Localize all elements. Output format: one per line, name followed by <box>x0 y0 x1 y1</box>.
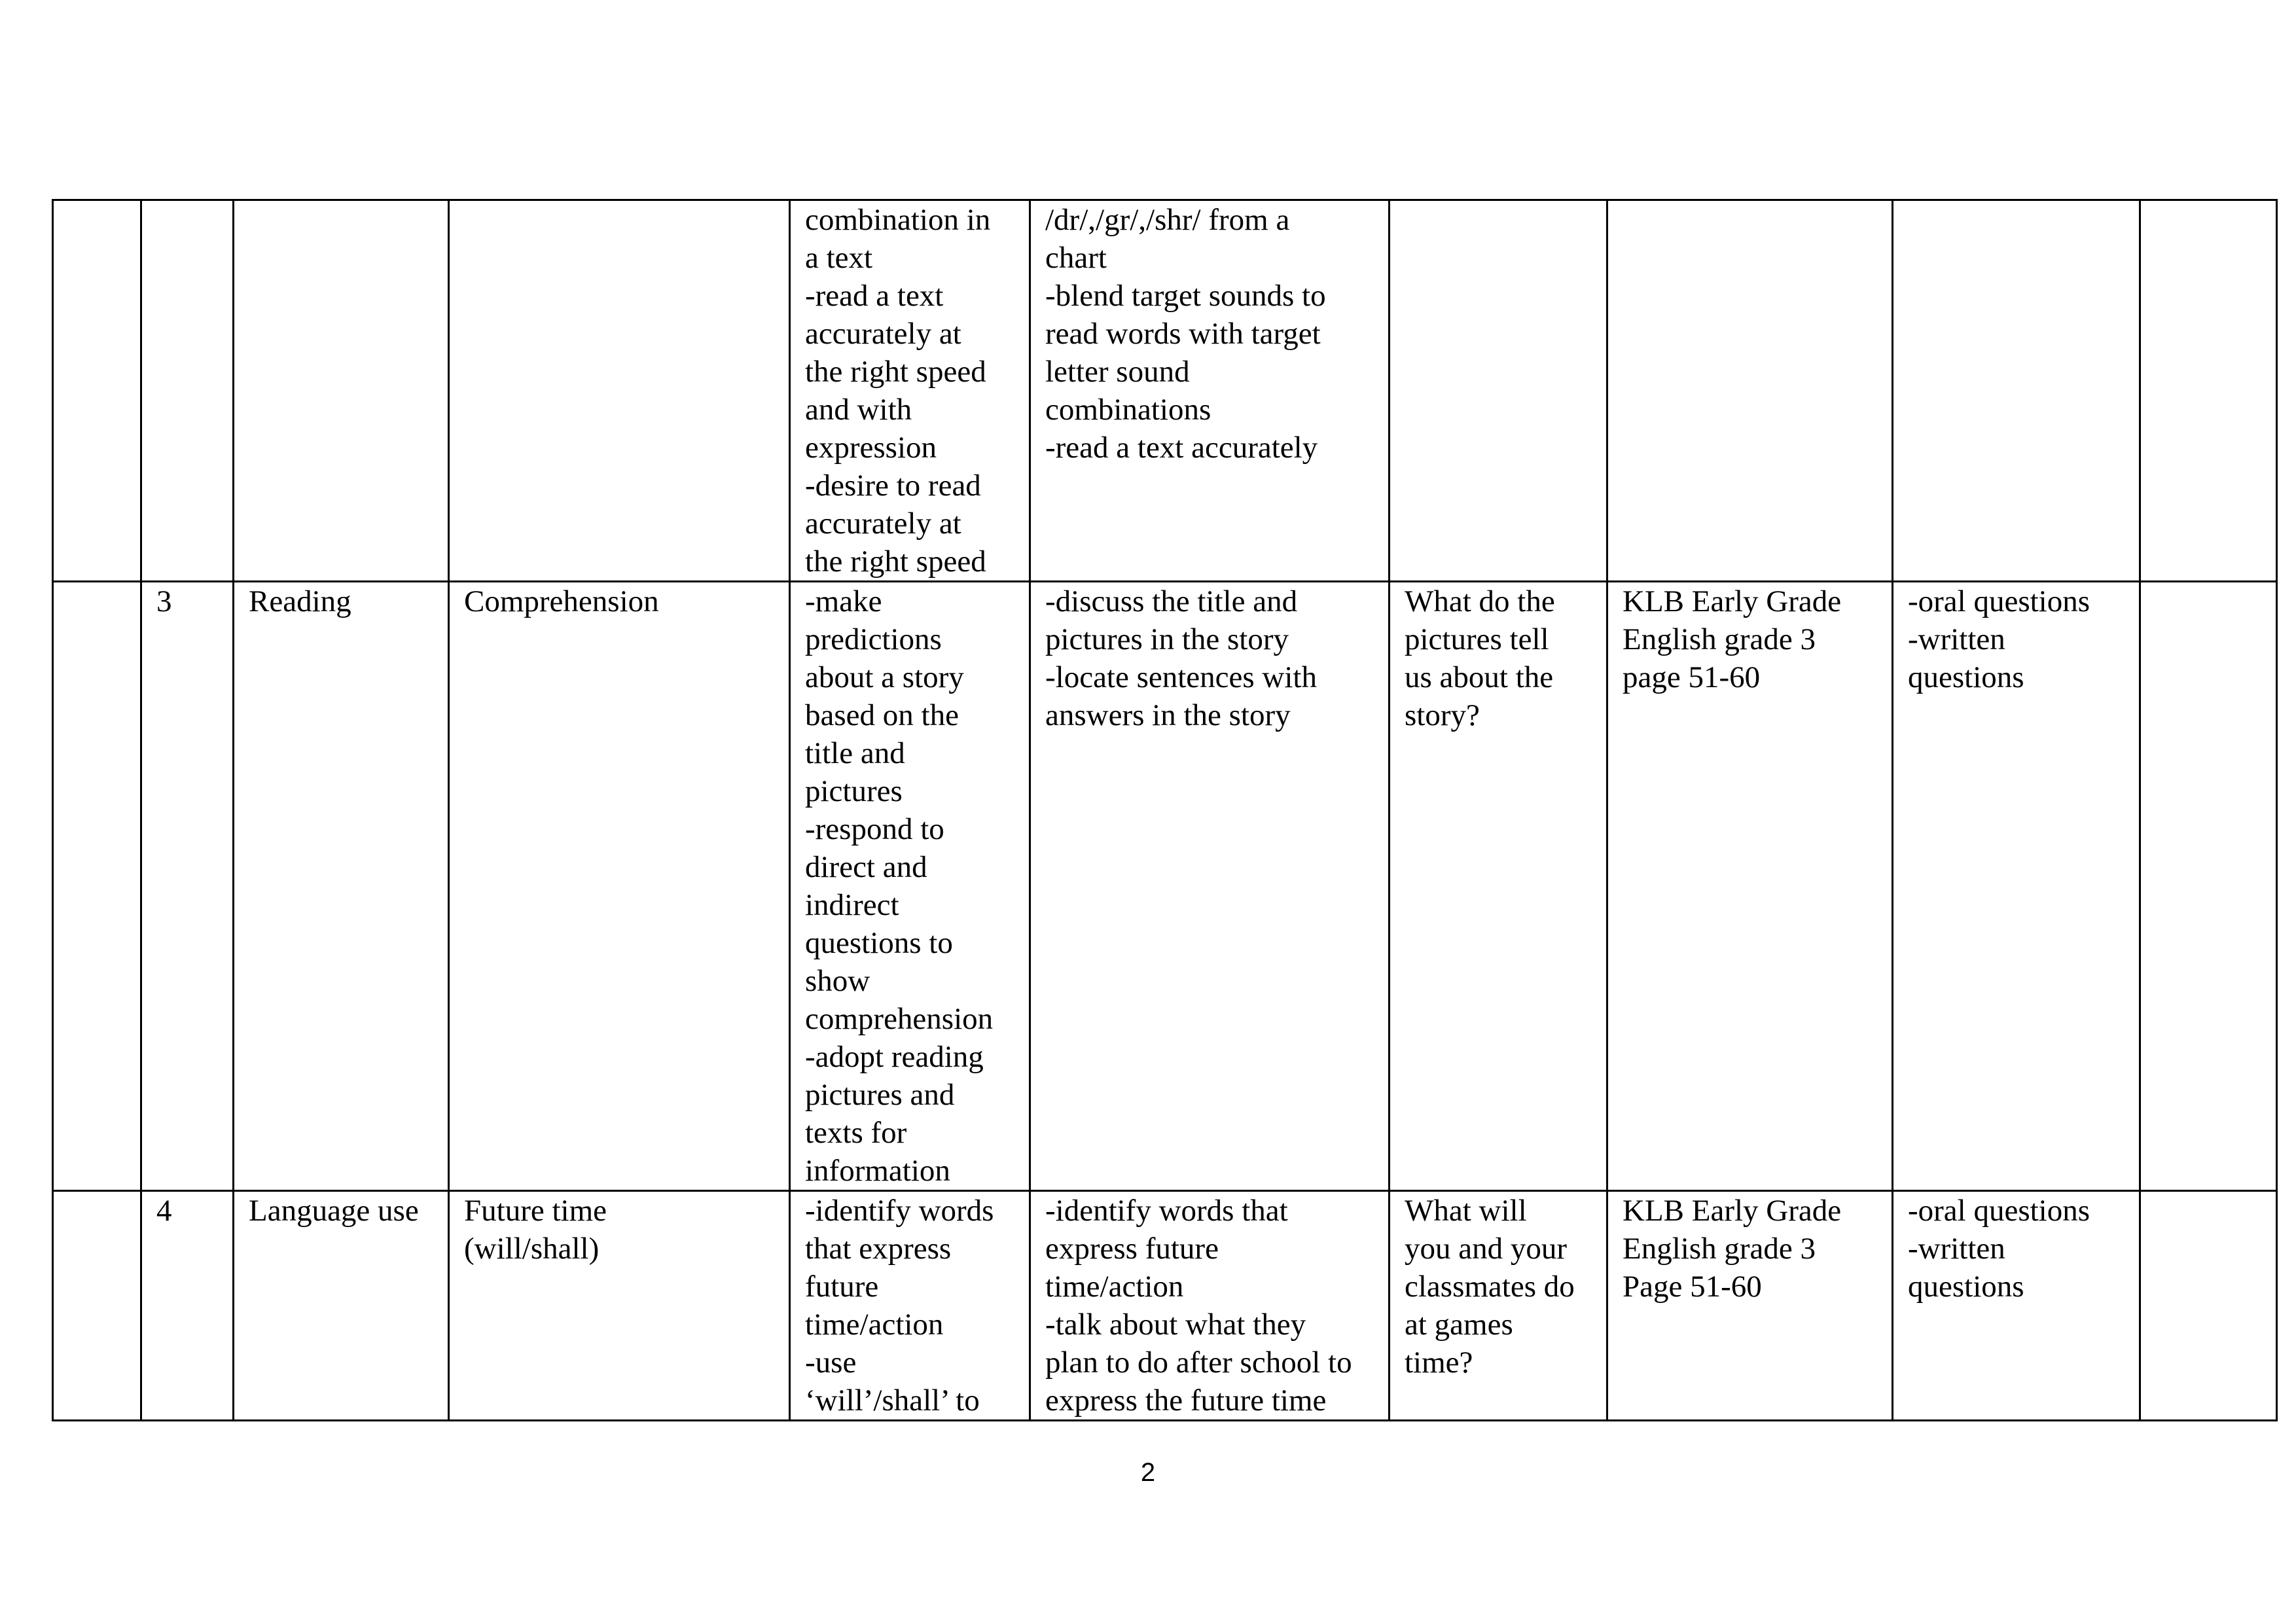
week-cell <box>53 582 141 1191</box>
week-cell <box>53 1191 141 1421</box>
resources-cell: KLB Early Grade English grade 3 page 51-60 <box>1607 582 1893 1191</box>
week-cell <box>53 200 141 582</box>
inquiry-question-cell: What will you and your classmates do at games time? <box>1390 1191 1607 1421</box>
learning-experiences-cell: /dr/,/gr/,/shr/ from a chart -blend target sounds to read words with target letter sound combinations -read a text accurately <box>1030 200 1390 582</box>
inquiry-question-cell <box>1390 200 1607 582</box>
resources-cell: KLB Early Grade English grade 3 Page 51-60 <box>1607 1191 1893 1421</box>
remarks-cell <box>2140 1191 2277 1421</box>
learning-outcomes-cell: combination in a text -read a text accurately at the right speed and with expression -desire to read accurately at the right speed <box>790 200 1030 582</box>
page-number: 2 <box>1140 1458 1156 1487</box>
remarks-cell <box>2140 582 2277 1191</box>
learning-experiences-cell: -identify words that express future time/action -talk about what they plan to do after school to express the future time <box>1030 1191 1390 1421</box>
resources-cell <box>1607 200 1893 582</box>
lesson-cell <box>141 200 234 582</box>
inquiry-question-cell: What do the pictures tell us about the story? <box>1390 582 1607 1191</box>
sub-strand-cell <box>449 200 790 582</box>
learning-outcomes-cell: -make predictions about a story based on the title and pictures -respond to direct and indirect questions to show comprehension -adopt reading pictures and texts for information <box>790 582 1030 1191</box>
table-row <box>53 1191 2277 1421</box>
strand-cell <box>234 200 449 582</box>
sub-strand-cell: Future time (will/shall) <box>449 1191 790 1421</box>
table-row <box>53 582 2277 1191</box>
lesson-cell: 4 <box>141 1191 234 1421</box>
table-row <box>53 200 2277 582</box>
strand-cell: Reading <box>234 582 449 1191</box>
sub-strand-cell: Comprehension <box>449 582 790 1191</box>
scheme-of-work-table <box>52 199 2278 1421</box>
assessment-cell <box>1893 200 2140 582</box>
strand-cell: Language use <box>234 1191 449 1421</box>
assessment-cell: -oral questions -written questions <box>1893 1191 2140 1421</box>
assessment-cell: -oral questions -written questions <box>1893 582 2140 1191</box>
learning-outcomes-cell: -identify words that express future time/action -use ‘will’/shall’ to <box>790 1191 1030 1421</box>
lesson-cell: 3 <box>141 582 234 1191</box>
learning-experiences-cell: -discuss the title and pictures in the story -locate sentences with answers in the story <box>1030 582 1390 1191</box>
remarks-cell <box>2140 200 2277 582</box>
